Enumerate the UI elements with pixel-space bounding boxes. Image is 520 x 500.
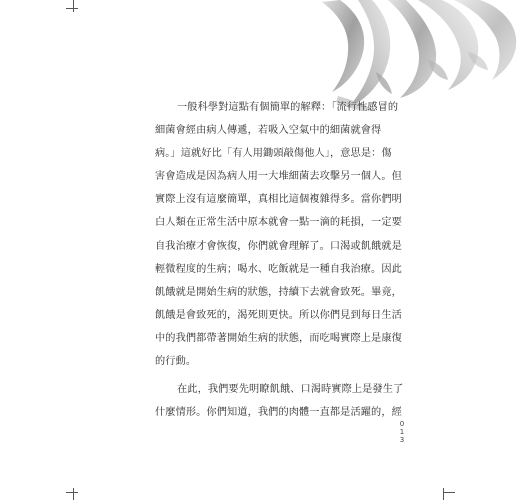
text-line: 一般科學對這點有個簡單的解釋：「流行性感冒的 <box>177 102 399 113</box>
text-line: 自我治療才會恢復，你們就會理解了。口渴或飢餓就是 <box>155 240 402 252</box>
paragraph-2 <box>155 378 404 424</box>
text-line: 飢餓就是開始生病的狀態，持續下去就會致死。畢竟， <box>155 286 402 298</box>
text-line: 細菌會經由病人傳遞，若吸入空氣中的細菌就會得 <box>155 125 382 137</box>
text-line: 白人類在正常生活中原本就會一點一滴的耗損，一定要 <box>155 217 402 229</box>
page-number: 013 <box>399 420 405 444</box>
crop-mark-bottom-left-h <box>66 492 78 493</box>
text-line: 飢餓是會致死的，渴死則更快。所以你們見到每日生活 <box>155 309 402 321</box>
paragraph-1 <box>155 96 402 373</box>
crop-mark-top-left-h <box>66 8 78 9</box>
crop-mark-bottom-left <box>73 488 74 500</box>
text-line: 的行動。 <box>155 356 197 368</box>
text-line: 什麼情形。你們知道，我們的肉體一直都是活躍的，經 <box>155 407 402 419</box>
crop-mark-bottom-right-h <box>443 492 455 493</box>
text-line: 害會造成是因為病人用一大堆細菌去攻擊另一個人。但 <box>155 171 402 183</box>
text-line: 輕微程度的生病；喝水、吃飯就是一種自我治療。因此 <box>155 263 402 275</box>
crop-mark-bottom-right <box>443 488 444 500</box>
text-line: 病。」這就好比「有人用鋤頭敲傷他人」，意思是：傷 <box>155 148 392 160</box>
crop-mark-top-left <box>73 0 74 12</box>
text-line: 實際上沒有這麼簡單，真相比這個複雜得多。當你們明 <box>155 194 402 206</box>
body-text <box>155 96 404 424</box>
text-line: 在此，我們要先明瞭飢餓、口渴時實際上是發生了 <box>177 384 404 396</box>
text-line: 中的我們都帶著開始生病的狀態，而吃喝實際上是康復 <box>155 332 402 344</box>
